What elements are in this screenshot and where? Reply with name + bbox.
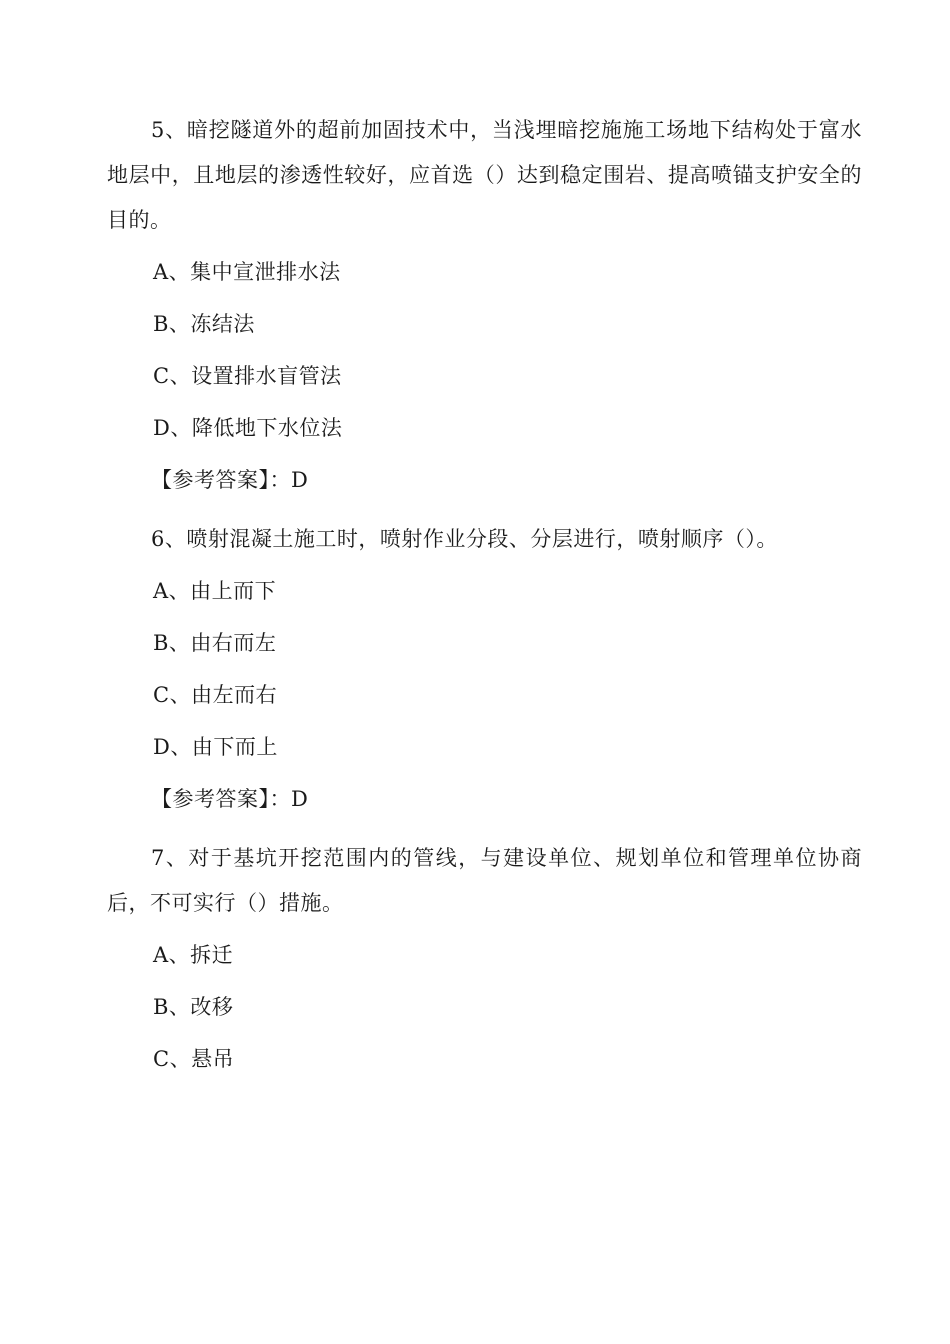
option-b: B、冻结法 [153, 312, 255, 336]
option-b: B、改移 [153, 995, 234, 1019]
option-a: A、集中宣泄排水法 [153, 260, 341, 284]
option-c: C、由左而右 [153, 683, 278, 707]
question-stem: 5、暗挖隧道外的超前加固技术中，当浅埋暗挖施施工场地下结构处于富水地层中，且地层的渗透性较好，应首选（）达到稳定围岩、提高喷锚支护安全的目的。 [107, 118, 862, 232]
option-c: C、悬吊 [153, 1047, 235, 1071]
option-d: D、由下而上 [153, 735, 278, 759]
question-7 [107, 836, 862, 1074]
question-stem: 7、对于基坑开挖范围内的管线，与建设单位、规划单位和管理单位协商后，不可实行（）措施。 [107, 846, 862, 915]
question-6 [107, 517, 862, 814]
reference-answer: 【参考答案】：D [151, 787, 309, 811]
option-b: B、由右而左 [153, 631, 277, 655]
option-c: C、设置排水盲管法 [153, 364, 342, 388]
question-5 [107, 108, 862, 495]
option-a: A、由上而下 [153, 579, 277, 603]
question-stem: 6、喷射混凝土施工时，喷射作业分段、分层进行，喷射顺序（）。 [151, 527, 778, 551]
option-a: A、拆迁 [153, 943, 234, 967]
document-page [107, 108, 862, 1096]
reference-answer: 【参考答案】：D [151, 468, 309, 492]
option-d: D、降低地下水位法 [153, 416, 343, 440]
